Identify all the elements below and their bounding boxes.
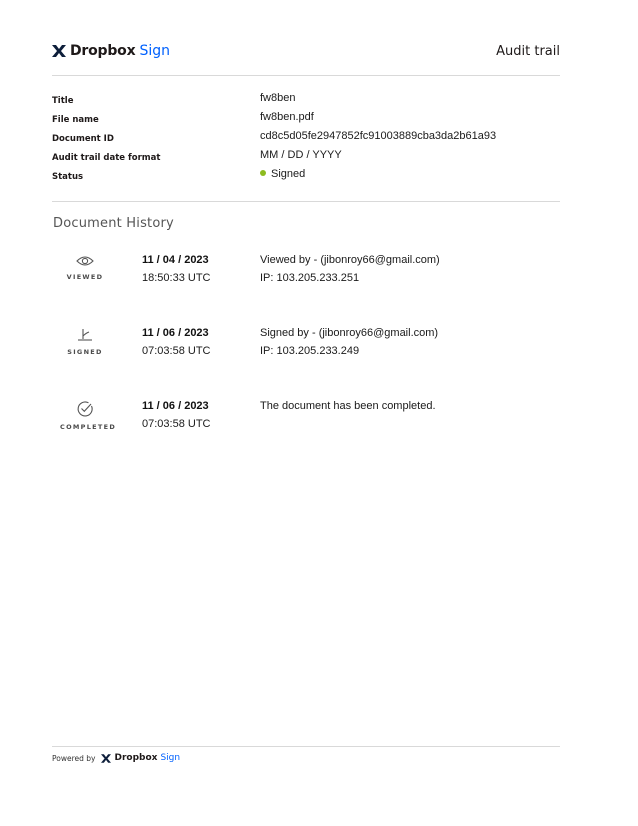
status-text: Signed: [271, 168, 306, 180]
page-title: Audit trail: [496, 44, 560, 59]
event-time: 07:03:58 UTC: [142, 418, 211, 430]
status-value: [260, 168, 305, 180]
event-ip: IP: 103.205.233.249: [260, 345, 360, 357]
brand-name: Dropbox: [70, 43, 136, 59]
header-divider: [52, 75, 560, 76]
document-history-title: Document History: [53, 216, 174, 231]
event-time: 07:03:58 UTC: [142, 345, 211, 357]
title-value: fw8ben: [260, 92, 296, 104]
date-format-label: Audit trail date format: [52, 153, 161, 163]
event-description: The document has been completed.: [260, 400, 436, 412]
info-divider: [52, 201, 560, 202]
event-label: COMPLETED: [60, 423, 117, 431]
document-id-label: Document ID: [52, 134, 114, 144]
footer-divider: [52, 746, 560, 747]
viewed-indicator: [60, 254, 110, 281]
dropbox-x-icon: [52, 45, 66, 57]
header: [52, 40, 560, 64]
eye-icon: [76, 254, 94, 268]
event-description: Viewed by - (jibonroy66@gmail.com): [260, 254, 440, 266]
file-name-value: fw8ben.pdf: [260, 111, 314, 123]
date-format-value: MM / DD / YYYY: [260, 149, 342, 161]
status-dot-icon: [260, 170, 266, 176]
document-id-value: cd8c5d05fe2947852fc91003889cba3da2b61a93: [260, 130, 497, 142]
event-date: 11 / 06 / 2023: [142, 327, 209, 339]
event-time: 18:50:33 UTC: [142, 272, 211, 284]
status-label: Status: [52, 172, 84, 182]
footer: [52, 753, 180, 763]
event-date: 11 / 06 / 2023: [142, 400, 209, 412]
footer-brand-name: Dropbox: [114, 753, 158, 763]
event-ip: IP: 103.205.233.251: [260, 272, 360, 284]
event-description: Signed by - (jibonroy66@gmail.com): [260, 327, 439, 339]
dropbox-x-icon: [101, 754, 111, 763]
completed-indicator: [60, 400, 117, 431]
signature-icon: [75, 327, 95, 343]
file-name-label: File name: [52, 115, 99, 125]
check-circle-icon: [76, 400, 94, 418]
signed-indicator: [60, 327, 110, 356]
powered-by-text: Powered by: [52, 753, 96, 763]
event-date: 11 / 04 / 2023: [142, 254, 209, 266]
dropbox-sign-logo: [52, 43, 170, 59]
brand-product: Sign: [139, 43, 170, 59]
event-label: SIGNED: [67, 348, 103, 356]
title-label: Title: [52, 96, 74, 106]
event-label: VIEWED: [66, 273, 104, 281]
footer-brand-product: Sign: [160, 753, 181, 763]
